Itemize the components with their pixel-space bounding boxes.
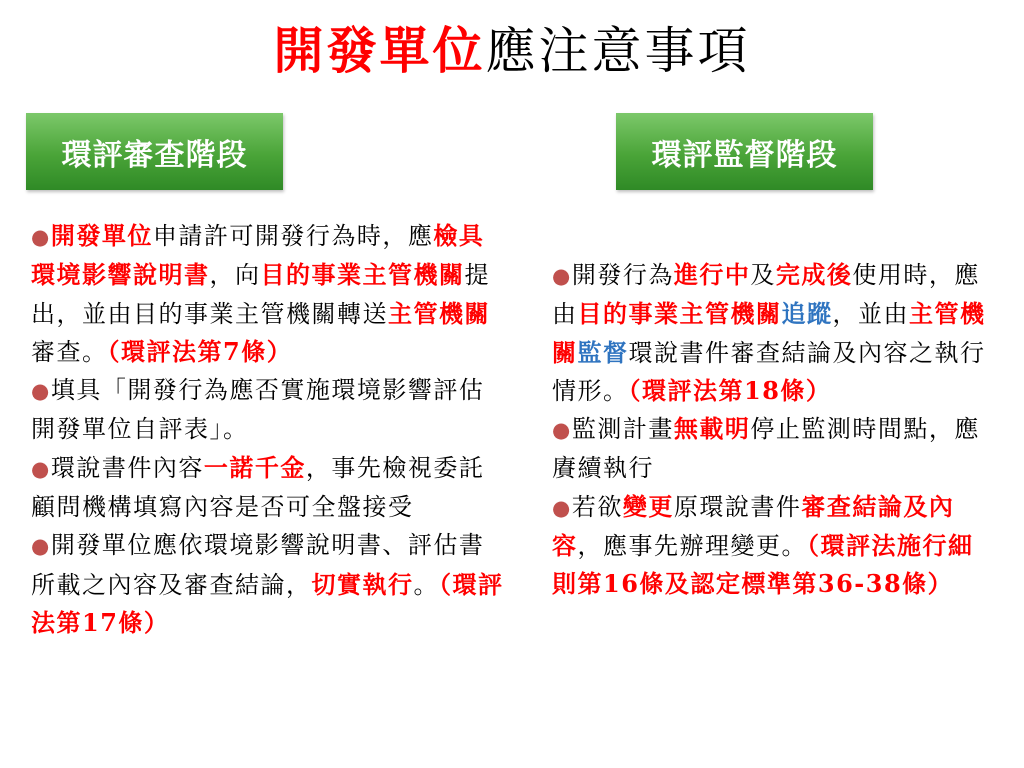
- item-text: 審查。: [31, 337, 108, 366]
- item-text: 。: [413, 570, 439, 599]
- emphasis-text: 追蹤: [781, 299, 833, 329]
- item-text: 監測計畫: [571, 415, 674, 444]
- emphasis-text: 開發單位: [50, 221, 153, 250]
- item-text: ，向: [209, 261, 261, 290]
- emphasis-text: 監督: [577, 337, 629, 367]
- law-reference: （環評法施行細則第16條及認定標準第36-38條）: [552, 531, 974, 599]
- review-stage-list: [31, 217, 507, 642]
- item-text: ，事先檢視委託顧問機構填寫內容是否可全盤接受: [31, 453, 485, 522]
- item-text: 開發行為: [571, 261, 674, 289]
- emphasis-text: 目的事業主管機關: [577, 299, 782, 329]
- item-text: 若欲: [571, 492, 623, 521]
- title-rest: 應注意事項: [485, 22, 751, 80]
- page-title: [0, 18, 1024, 84]
- item-text: 停止監測時間點，應賡續執行: [552, 415, 980, 483]
- bullet-icon: ●: [31, 534, 51, 559]
- list-item: [31, 371, 507, 449]
- bullet-icon: ●: [31, 456, 51, 481]
- bullet-icon: ●: [552, 495, 572, 520]
- list-item: [552, 256, 997, 410]
- emphasis-text: 檢具環境影響說明書: [31, 221, 485, 290]
- bullet-icon: ●: [31, 225, 51, 249]
- stage-review-label: 環評審查階段: [26, 113, 283, 190]
- item-text: 申請許可開發行為時，應: [152, 222, 434, 250]
- item-text: 及: [750, 261, 776, 289]
- emphasis-text: 完成後: [775, 260, 853, 289]
- title-accent: 開發單位: [273, 21, 486, 80]
- list-item: [31, 449, 507, 527]
- list-item: [31, 526, 507, 642]
- law-reference: （環評法第17條）: [31, 569, 504, 637]
- emphasis-text: 切實執行: [311, 569, 414, 599]
- emphasis-text: 目的事業主管機關: [260, 260, 465, 290]
- law-reference: （環評法第7條）: [107, 336, 293, 366]
- emphasis-text: 進行中: [673, 260, 751, 289]
- law-reference: （環評法第18條）: [628, 375, 832, 405]
- emphasis-text: 主管機關: [388, 298, 490, 328]
- emphasis-text: 主管機關: [552, 299, 986, 367]
- item-text: 原環說書件: [673, 492, 802, 521]
- emphasis-text: 一諾千金: [203, 452, 306, 482]
- item-text: 開發單位應依環境影響說明書、評估書所載之內容及審查結論，: [31, 531, 485, 599]
- supervision-stage-list: [552, 256, 997, 604]
- emphasis-text: 無載明: [673, 414, 751, 444]
- bullet-icon: ●: [552, 264, 572, 288]
- stage-supervision-label: 環評監督階段: [616, 113, 873, 190]
- item-text: 填具「開發行為應否實施環境影響評估開發單位自評表」。: [31, 376, 485, 444]
- emphasis-text: 審查結論及內容: [552, 491, 955, 561]
- bullet-icon: ●: [552, 418, 572, 443]
- bullet-icon: ●: [31, 379, 51, 404]
- item-text: 環說書件審查結論及內容之執行情形。: [552, 338, 986, 405]
- emphasis-text: 變更: [622, 491, 674, 521]
- item-text: 提出，並由目的事業主管機關轉送: [31, 261, 490, 328]
- item-text: ，應事先辦理變更。: [577, 532, 807, 561]
- item-text: 使用時，應由: [552, 261, 980, 329]
- list-item: [31, 217, 507, 371]
- item-text: ，並由: [832, 300, 909, 329]
- list-item: [552, 488, 997, 604]
- list-item: [552, 410, 997, 488]
- item-text: 環說書件內容: [50, 453, 204, 482]
